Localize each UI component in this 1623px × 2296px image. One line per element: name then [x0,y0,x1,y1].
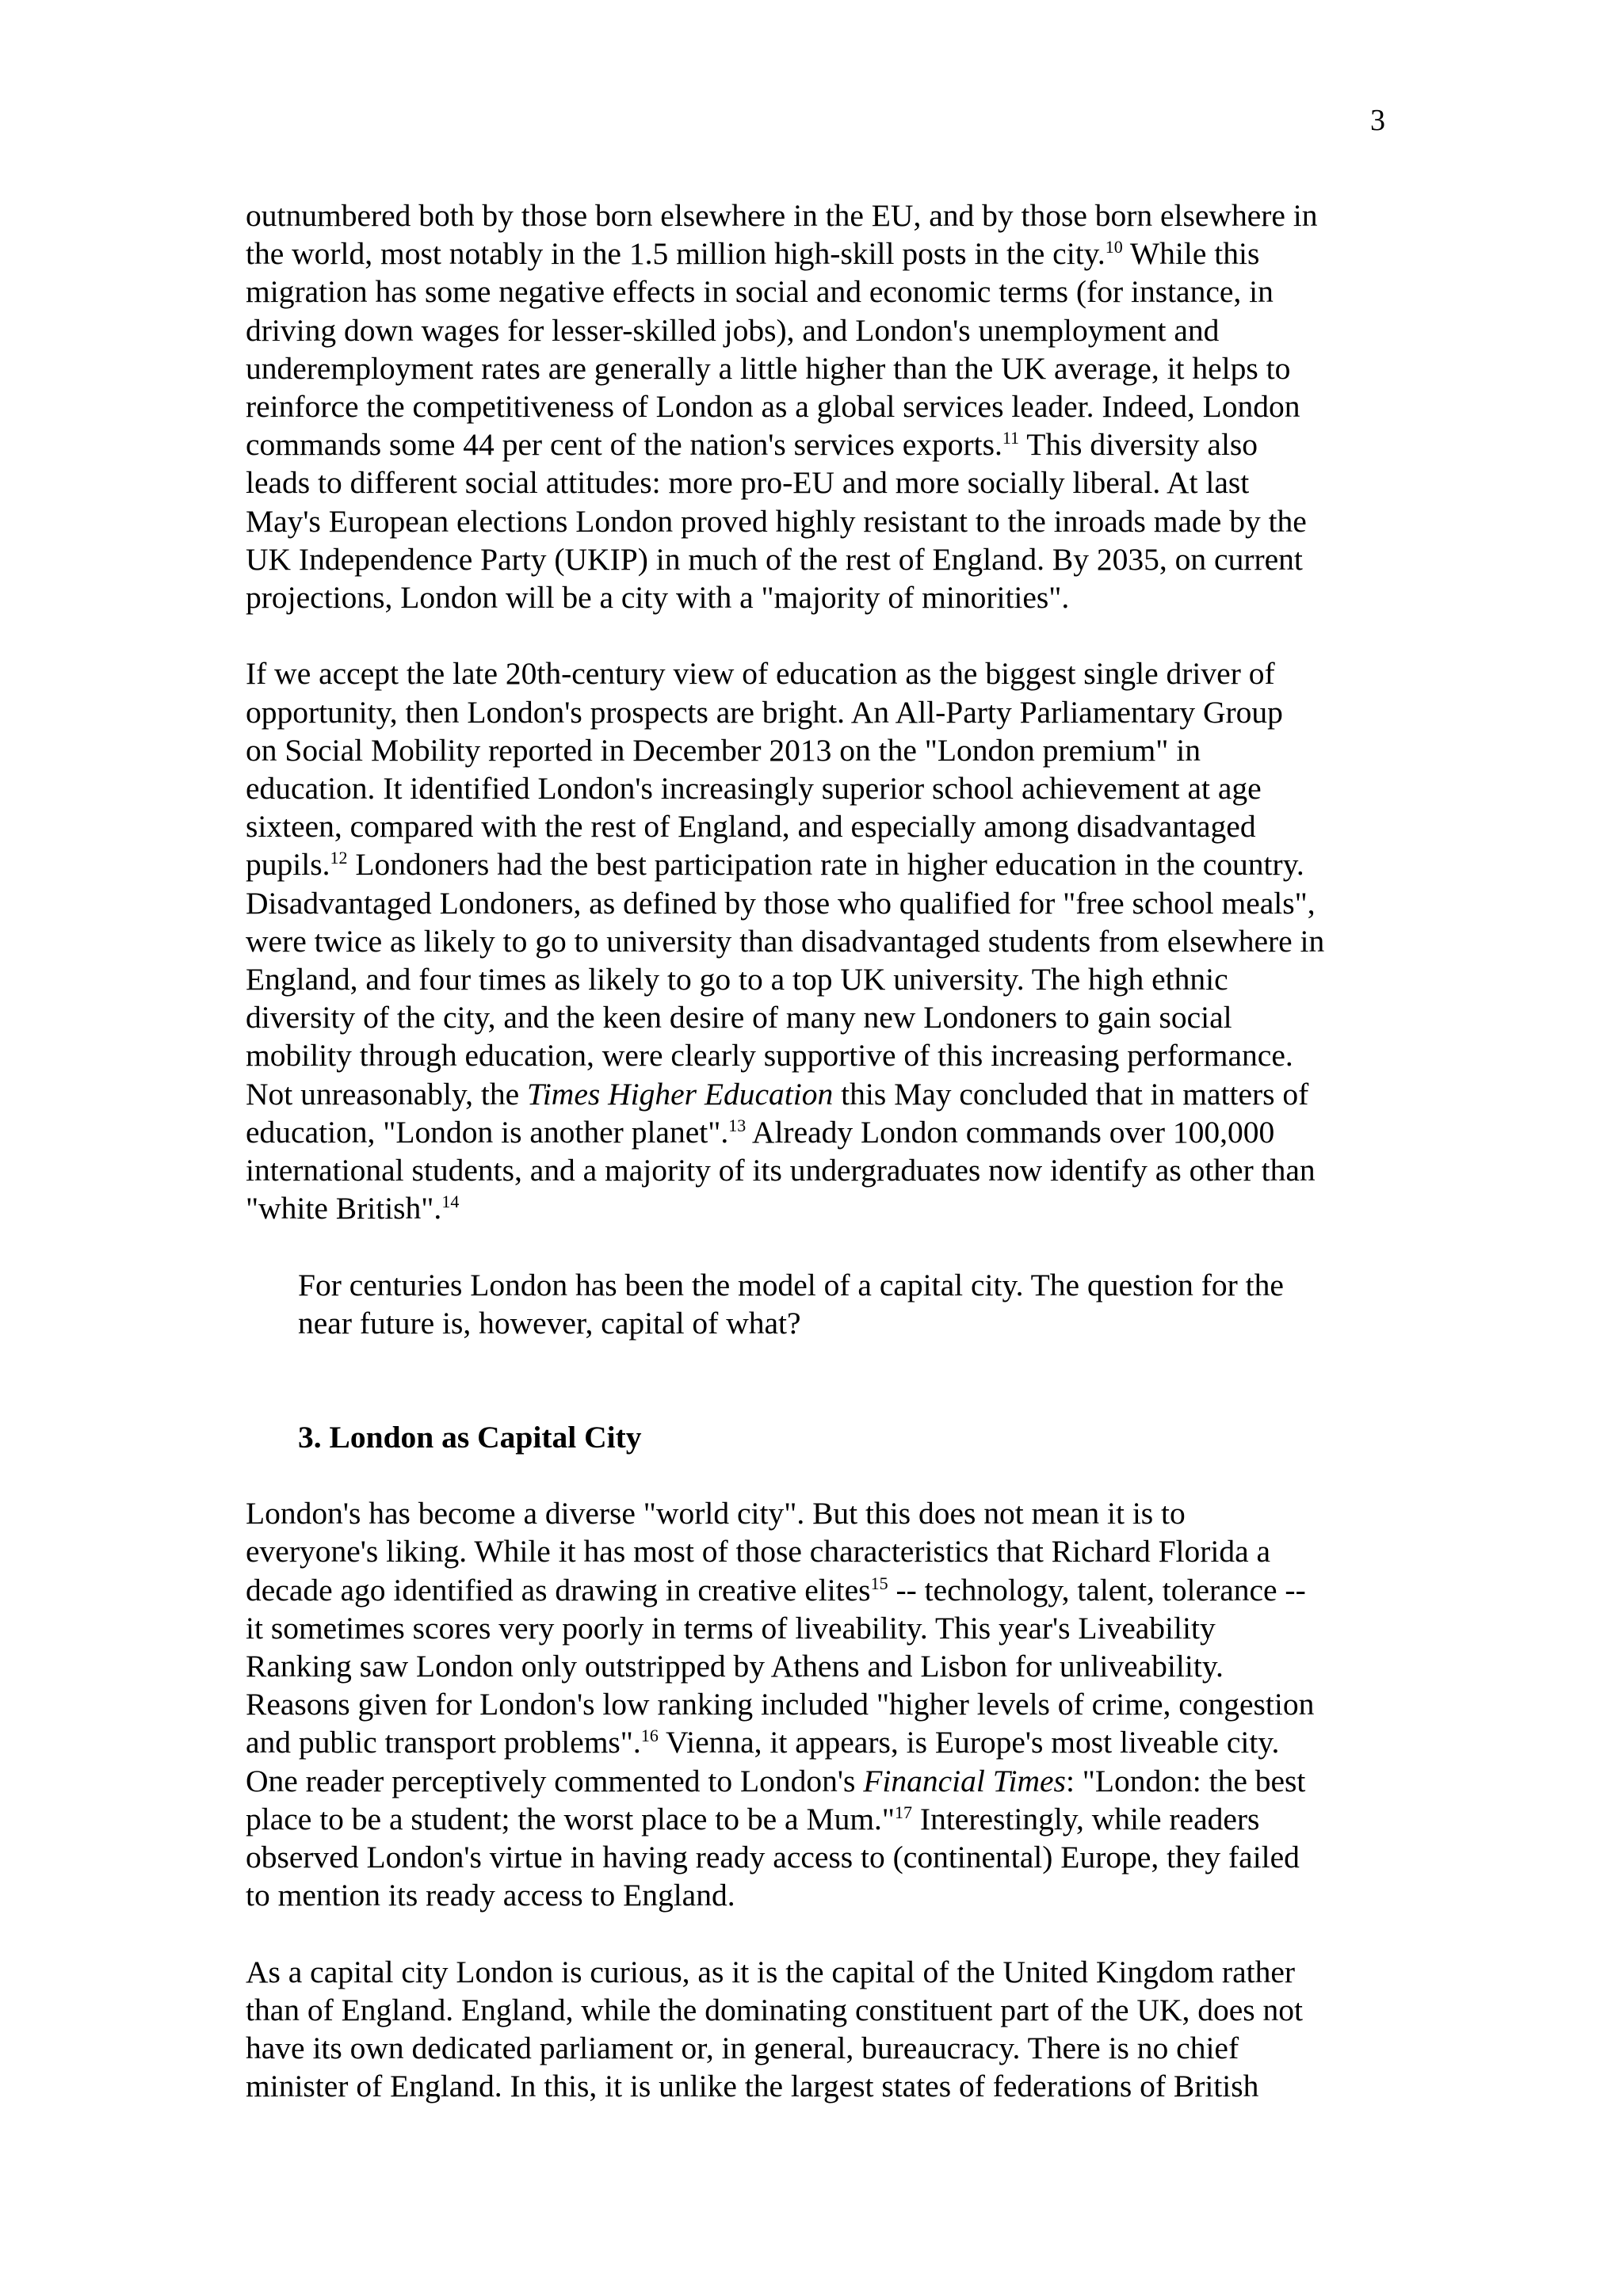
text-line [246,998,1387,1036]
text-line [246,502,1387,540]
footnote-marker: 15 [870,1573,888,1593]
text-line [246,769,1387,807]
footnote-marker: 17 [895,1802,913,1822]
text-run: diversity of the city, and the keen desire of many new Londoners to gain social [246,1000,1232,1035]
text-run: education. It identified London's increasingly superior school achievement at age [246,771,1262,807]
text-line [246,1991,1387,2029]
text-run: education, "London is another planet". [246,1114,729,1150]
text-run: place to be a student; the worst place to be a Mum." [246,1801,896,1836]
footnote-marker: 12 [330,848,348,868]
paragraphs-after [246,1494,1387,2105]
italic-title: Times Higher Education [527,1076,834,1112]
footnote-marker: 14 [441,1192,460,1212]
text-run: mobility through education, were clearly supportive of this increasing performance. [246,1038,1293,1074]
paragraph [246,1494,1387,1914]
text-run: sixteen, compared with the rest of England, and especially among disadvantaged [246,809,1256,845]
text-run: Not unreasonably, the [246,1076,528,1112]
paragraph [246,1953,1387,2106]
text-run: than of England. England, while the dominating constituent part of the UK, does not [246,1992,1303,2027]
text-run: -- technology, talent, tolerance -- [888,1572,1306,1608]
text-line [246,1532,1387,1570]
text-run: reinforce the competitiveness of London as a global services leader. Indeed, London [246,389,1300,425]
footnote-marker: 16 [640,1726,659,1746]
text-line [246,1571,1387,1609]
paragraph [246,196,1387,616]
text-run: and public transport problems". [246,1725,641,1760]
text-line [246,1494,1387,1532]
text-run: Reasons given for London's low ranking included "higher levels of crime, congestion [246,1687,1315,1722]
text-run: have its own dedicated parliament or, in general, bureaucracy. There is no chief [246,2031,1239,2066]
text-run: Ranking saw London only outstripped by Athens and Lisbon for unliveability. [246,1649,1224,1684]
text-run: driving down wages for lesser-skilled jobs), and London's unemployment and [246,312,1220,348]
text-run: May's European elections London proved highly resistant to the inroads made by the [246,503,1307,539]
text-run: London's has become a diverse "world city". But this does not mean it is to [246,1496,1186,1531]
text-run: Interestingly, while readers [912,1801,1260,1836]
paragraphs-before [246,196,1387,1227]
text-run: While this [1122,236,1260,272]
text-run: the world, most notably in the 1.5 million high-skill posts in the city. [246,236,1106,272]
text-line [246,1075,1387,1113]
text-run: England, and four times as likely to go to a top UK university. The high ethnic [246,962,1228,997]
text-line [246,196,1387,235]
text-line [246,1609,1387,1647]
text-run: This diversity also [1019,427,1258,463]
text-run: opportunity, then London's prospects are bright. An All-Party Parliamentary Group [246,694,1283,730]
text-line [246,578,1387,616]
text-line [246,387,1387,425]
text-run: outnumbered both by those born elsewhere in the EU, and by those born elsewhere in [246,198,1318,233]
text-line [246,1762,1387,1800]
section-heading: 3. London as Capital City [298,1420,642,1455]
text-run: to mention its ready access to England. [246,1878,735,1913]
text-line [246,884,1387,922]
text-run: Disadvantaged Londoners, as defined by those who qualified for "free school meals", [246,885,1316,921]
text-run: "white British". [246,1191,442,1226]
text-run: decade ago identified as drawing in creative elites [246,1572,871,1608]
text-run: international students, and a majority of its undergraduates now identify as other than [246,1153,1316,1188]
text-line [246,1113,1387,1151]
text-line [246,731,1387,769]
text-line [246,2067,1387,2105]
text-line [246,1800,1387,1838]
text-run: If we accept the late 20th-century view of education as the biggest single driver of [246,656,1275,692]
text-run: As a capital city London is curious, as it is the capital of the United Kingdom rather [246,1954,1296,1989]
text-line [246,273,1387,311]
text-run: Already London commands over 100,000 [746,1114,1275,1150]
text-line [246,1685,1387,1723]
text-line [246,1036,1387,1074]
text-line [246,1838,1387,1876]
text-line [246,2029,1387,2067]
footnote-marker: 10 [1105,237,1123,257]
text-line [246,540,1387,578]
page-number: 3 [1370,104,1385,137]
text-run: leads to different social attitudes: more pro-EU and more socially liberal. At last [246,465,1250,501]
block-quote [298,1266,1387,1342]
footnote-marker: 11 [1002,428,1020,448]
document-body [246,196,1387,2144]
text-line [246,807,1387,845]
text-run: underemployment rates are generally a little higher than the UK average, it helps to [246,350,1291,386]
text-run: commands some 44 per cent of the nation's services exports. [246,427,1002,463]
quote-line: near future is, however, capital of what? [298,1305,801,1341]
text-line [246,463,1387,502]
text-line [246,349,1387,387]
text-run: this May concluded that in matters of [833,1076,1309,1112]
text-run: on Social Mobility reported in December 2013 on the "London premium" in [246,732,1201,768]
text-line [246,1189,1387,1227]
text-line [246,235,1387,273]
text-line [246,1151,1387,1189]
text-line [246,693,1387,731]
text-line [246,425,1387,463]
paragraph [246,654,1387,1227]
text-run: Vienna, it appears, is Europe's most liveable city. [658,1725,1280,1760]
text-run: pupils. [246,847,330,883]
text-line [246,1647,1387,1685]
text-run: : "London: the best [1065,1763,1306,1798]
italic-title: Financial Times [863,1763,1066,1798]
text-line [246,845,1387,883]
text-line [246,922,1387,960]
text-run: One reader perceptively commented to London's [246,1763,864,1798]
text-run: it sometimes scores very poorly in terms of liveability. This year's Liveability [246,1610,1216,1646]
text-line [246,311,1387,349]
text-line [246,654,1387,692]
text-line [246,960,1387,998]
text-line [246,1876,1387,1914]
text-run: everyone's liking. While it has most of those characteristics that Richard Florida a [246,1534,1271,1569]
text-line [246,1723,1387,1761]
text-run: projections, London will be a city with a "majority of minorities". [246,580,1070,616]
text-run: minister of England. In this, it is unlike the largest states of federations of British [246,2069,1259,2104]
text-run: observed London's virtue in having ready access to (continental) Europe, they failed [246,1840,1300,1875]
text-run: migration has some negative effects in social and economic terms (for instance, in [246,274,1274,310]
quote-line: For centuries London has been the model of a capital city. The question for the [298,1267,1284,1302]
text-run: Londoners had the best participation rate in higher education in the country. [347,847,1304,883]
text-run: were twice as likely to go to university than disadvantaged students from elsewhere in [246,923,1325,959]
footnote-marker: 13 [728,1115,747,1135]
text-run: UK Independence Party (UKIP) in much of the rest of England. By 2035, on current [246,541,1303,577]
text-line [246,1953,1387,1991]
